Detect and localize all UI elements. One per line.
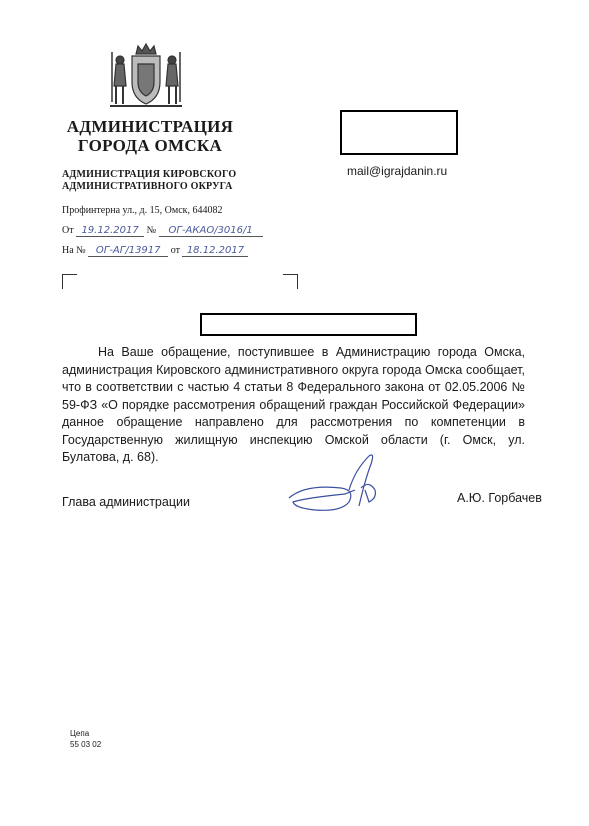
letter-paragraph: На Ваше обращение, поступившее в Администрацию города Омска, администрация Кировского административного округа города Омска сообщает, что в соответствии с частью 4 статьи 8 Федерального закона от 02.05.2006 № 59-ФЗ «О порядке рассмотрения обращений граждан Российской Федерации» данное обращение направлено для рассмотрения по компетенции в Государственную жилищную инспекцию Омской области (г. Омск, ул. Булатова, д. 68). xyxy=(62,345,525,464)
corner-mark-right xyxy=(283,274,298,289)
from-date: 19.12.2017 xyxy=(76,225,144,237)
coat-of-arms-icon xyxy=(108,42,184,112)
reply-date: 18.12.2017 xyxy=(182,245,248,257)
reply-label: На № xyxy=(62,245,86,256)
recipient-email: mail@igrajdanin.ru xyxy=(347,164,448,178)
letter-body xyxy=(62,344,525,467)
reply-number: ОГ-АГ/13917 xyxy=(88,245,168,257)
signatory-position: Глава администрации xyxy=(62,495,190,509)
org-title-line1: АДМИНИСТРАЦИЯ xyxy=(66,117,234,136)
redacted-recipient-name xyxy=(340,110,458,155)
handwritten-signature xyxy=(285,450,385,522)
redacted-salutation xyxy=(200,313,417,336)
from-label: От xyxy=(62,225,74,236)
executor-name: Цепа xyxy=(70,729,90,738)
reply-date-label: от xyxy=(170,245,180,256)
org-address: Профинтерна ул., д. 15, Омск, 644082 xyxy=(62,205,223,216)
executor-phone: 55 03 02 xyxy=(70,740,102,749)
reply-meta xyxy=(62,245,248,257)
outgoing-meta xyxy=(62,225,263,237)
corner-mark-left xyxy=(62,274,77,289)
sub-org-line1: АДМИНИСТРАЦИЯ КИРОВСКОГО xyxy=(62,169,237,180)
sub-org-line2: АДМИНИСТРАТИВНОГО ОКРУГА xyxy=(62,181,233,192)
outgoing-number: ОГ-АКАО/3016/1 xyxy=(159,225,263,237)
org-title-line2: ГОРОДА ОМСКА xyxy=(77,136,223,155)
signatory-name: А.Ю. Горбачев xyxy=(457,491,542,505)
number-label: № xyxy=(146,225,157,236)
